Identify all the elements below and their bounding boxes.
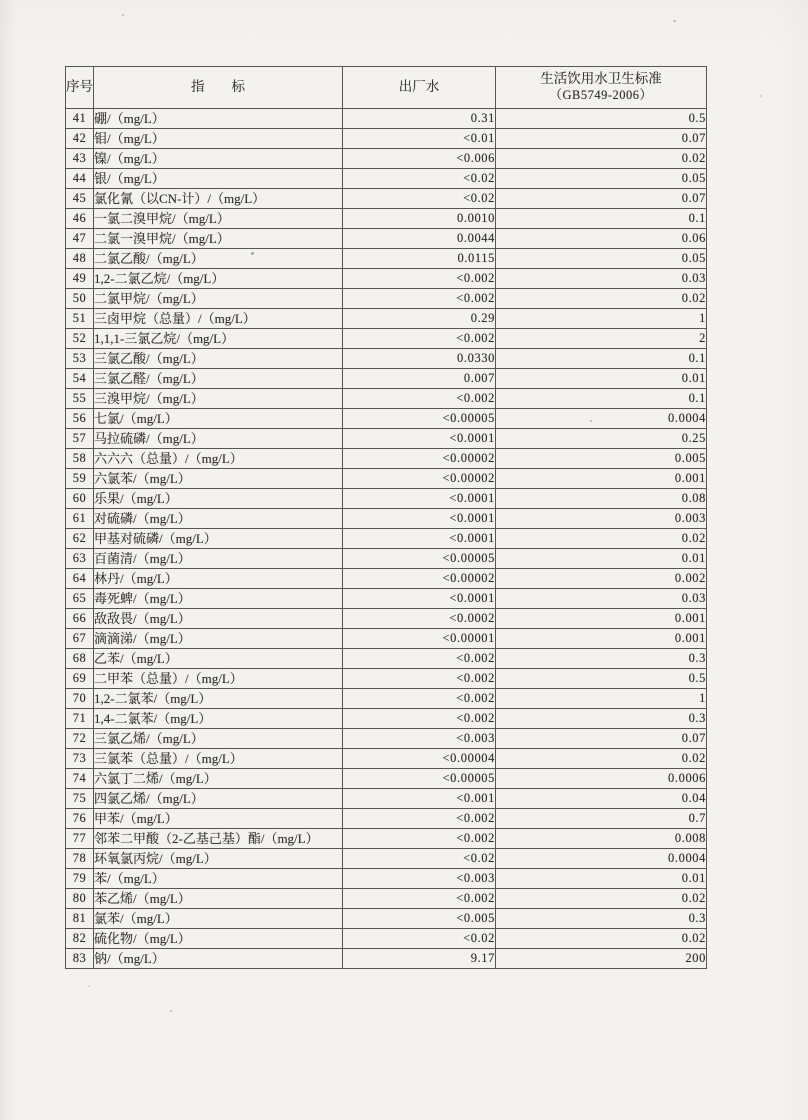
- table-row: [66, 849, 707, 869]
- table-row: [66, 869, 707, 889]
- row-standard-limit: 0.02: [496, 929, 707, 949]
- scan-speck: [590, 420, 592, 422]
- row-serial-number: 67: [66, 629, 94, 649]
- row-indicator: 四氯乙烯/（mg/L）: [94, 789, 343, 809]
- row-finished-water-value: <0.0001: [343, 489, 496, 509]
- table-row: [66, 549, 707, 569]
- row-serial-number: 48: [66, 249, 94, 269]
- row-indicator: 1,2-二氯苯/（mg/L）: [94, 689, 343, 709]
- row-finished-water-value: <0.006: [343, 149, 496, 169]
- row-finished-water-value: 0.31: [343, 109, 496, 129]
- row-serial-number: 72: [66, 729, 94, 749]
- row-serial-number: 83: [66, 949, 94, 969]
- row-indicator: 钼/（mg/L）: [94, 129, 343, 149]
- row-standard-limit: 0.7: [496, 809, 707, 829]
- table-row: [66, 889, 707, 909]
- row-serial-number: 46: [66, 209, 94, 229]
- row-standard-limit: 0.001: [496, 469, 707, 489]
- table-row: [66, 929, 707, 949]
- row-indicator: 对硫磷/（mg/L）: [94, 509, 343, 529]
- row-indicator: 二氯乙酸/（mg/L）: [94, 249, 343, 269]
- row-indicator: 毒死蜱/（mg/L）: [94, 589, 343, 609]
- row-finished-water-value: <0.002: [343, 829, 496, 849]
- row-finished-water-value: <0.002: [343, 289, 496, 309]
- table-row: [66, 249, 707, 269]
- row-standard-limit: 0.0004: [496, 409, 707, 429]
- table-row: [66, 909, 707, 929]
- row-serial-number: 82: [66, 929, 94, 949]
- row-indicator: 马拉硫磷/（mg/L）: [94, 429, 343, 449]
- row-standard-limit: 0.5: [496, 669, 707, 689]
- row-serial-number: 56: [66, 409, 94, 429]
- scan-speck: [673, 20, 676, 22]
- row-standard-limit: 0.01: [496, 869, 707, 889]
- row-indicator: 邻苯二甲酸（2-乙基己基）酯/（mg/L）: [94, 829, 343, 849]
- row-indicator: 银/（mg/L）: [94, 169, 343, 189]
- row-indicator: 林丹/（mg/L）: [94, 569, 343, 589]
- row-standard-limit: 0.03: [496, 269, 707, 289]
- row-finished-water-value: <0.00005: [343, 769, 496, 789]
- row-serial-number: 58: [66, 449, 94, 469]
- row-serial-number: 44: [66, 169, 94, 189]
- row-finished-water-value: <0.00005: [343, 409, 496, 429]
- row-serial-number: 62: [66, 529, 94, 549]
- row-standard-limit: 2: [496, 329, 707, 349]
- table-row: [66, 209, 707, 229]
- row-serial-number: 80: [66, 889, 94, 909]
- row-indicator: 一氯二溴甲烷/（mg/L）: [94, 209, 343, 229]
- scan-speck: [122, 14, 124, 16]
- row-serial-number: 77: [66, 829, 94, 849]
- row-serial-number: 68: [66, 649, 94, 669]
- scan-speck: [251, 252, 254, 255]
- row-serial-number: 75: [66, 789, 94, 809]
- row-serial-number: 70: [66, 689, 94, 709]
- row-indicator: 三氯乙酸/（mg/L）: [94, 349, 343, 369]
- row-finished-water-value: 0.007: [343, 369, 496, 389]
- row-indicator: 敌敌畏/（mg/L）: [94, 609, 343, 629]
- row-indicator: 六氯丁二烯/（mg/L）: [94, 769, 343, 789]
- row-indicator: 滴滴涕/（mg/L）: [94, 629, 343, 649]
- table-row: [66, 649, 707, 669]
- table-row: [66, 289, 707, 309]
- table-row: [66, 129, 707, 149]
- scan-speck: [760, 95, 762, 97]
- header-serial-number: 序号: [66, 67, 94, 109]
- row-standard-limit: 0.3: [496, 649, 707, 669]
- row-standard-limit: 1: [496, 689, 707, 709]
- row-standard-limit: 0.25: [496, 429, 707, 449]
- table-row: [66, 169, 707, 189]
- row-finished-water-value: <0.00005: [343, 549, 496, 569]
- table-row: [66, 629, 707, 649]
- header-standard-title: 生活饮用水卫生标准: [540, 71, 662, 87]
- row-standard-limit: 0.005: [496, 449, 707, 469]
- row-serial-number: 61: [66, 509, 94, 529]
- row-indicator: 硫化物/（mg/L）: [94, 929, 343, 949]
- row-serial-number: 74: [66, 769, 94, 789]
- row-finished-water-value: <0.001: [343, 789, 496, 809]
- row-serial-number: 52: [66, 329, 94, 349]
- table-row: [66, 309, 707, 329]
- row-standard-limit: 0.05: [496, 249, 707, 269]
- row-serial-number: 79: [66, 869, 94, 889]
- row-serial-number: 63: [66, 549, 94, 569]
- table-body: [66, 109, 707, 969]
- row-serial-number: 71: [66, 709, 94, 729]
- row-standard-limit: 0.07: [496, 729, 707, 749]
- table-row: [66, 609, 707, 629]
- row-finished-water-value: <0.02: [343, 849, 496, 869]
- row-serial-number: 45: [66, 189, 94, 209]
- row-standard-limit: 0.01: [496, 369, 707, 389]
- row-standard-limit: 0.02: [496, 529, 707, 549]
- row-indicator: 镍/（mg/L）: [94, 149, 343, 169]
- row-indicator: 三氯乙醛/（mg/L）: [94, 369, 343, 389]
- row-finished-water-value: <0.005: [343, 909, 496, 929]
- table-row: [66, 949, 707, 969]
- header-standard: [496, 67, 707, 109]
- row-serial-number: 47: [66, 229, 94, 249]
- header-finished-water: 出厂水: [343, 67, 496, 109]
- row-serial-number: 41: [66, 109, 94, 129]
- table-header-row: [66, 67, 707, 109]
- row-finished-water-value: <0.00002: [343, 569, 496, 589]
- row-finished-water-value: <0.002: [343, 269, 496, 289]
- row-standard-limit: 0.002: [496, 569, 707, 589]
- table-row: [66, 269, 707, 289]
- row-indicator: 苯乙烯/（mg/L）: [94, 889, 343, 909]
- row-standard-limit: 0.3: [496, 709, 707, 729]
- row-finished-water-value: <0.003: [343, 729, 496, 749]
- row-serial-number: 64: [66, 569, 94, 589]
- row-standard-limit: 0.001: [496, 629, 707, 649]
- header-indicator: 指 标: [94, 67, 343, 109]
- row-serial-number: 69: [66, 669, 94, 689]
- row-finished-water-value: 0.0115: [343, 249, 496, 269]
- row-standard-limit: 0.02: [496, 149, 707, 169]
- table-row: [66, 529, 707, 549]
- row-standard-limit: 0.07: [496, 189, 707, 209]
- table-row: [66, 109, 707, 129]
- row-finished-water-value: <0.0001: [343, 509, 496, 529]
- row-standard-limit: 0.1: [496, 389, 707, 409]
- row-serial-number: 81: [66, 909, 94, 929]
- row-finished-water-value: 0.29: [343, 309, 496, 329]
- row-serial-number: 53: [66, 349, 94, 369]
- row-standard-limit: 200: [496, 949, 707, 969]
- row-finished-water-value: <0.0001: [343, 429, 496, 449]
- row-finished-water-value: <0.00001: [343, 629, 496, 649]
- table-row: [66, 409, 707, 429]
- row-indicator: 钠/（mg/L）: [94, 949, 343, 969]
- row-finished-water-value: <0.003: [343, 869, 496, 889]
- table-row: [66, 829, 707, 849]
- row-standard-limit: 0.02: [496, 289, 707, 309]
- table-row: [66, 149, 707, 169]
- row-standard-limit: 0.001: [496, 609, 707, 629]
- row-finished-water-value: <0.00002: [343, 449, 496, 469]
- row-standard-limit: 0.0006: [496, 769, 707, 789]
- table-row: [66, 709, 707, 729]
- row-indicator: 二甲苯（总量）/（mg/L）: [94, 669, 343, 689]
- row-standard-limit: 1: [496, 309, 707, 329]
- row-indicator: 三溴甲烷/（mg/L）: [94, 389, 343, 409]
- row-serial-number: 76: [66, 809, 94, 829]
- table-row: [66, 389, 707, 409]
- row-standard-limit: 0.02: [496, 749, 707, 769]
- row-serial-number: 66: [66, 609, 94, 629]
- row-serial-number: 51: [66, 309, 94, 329]
- row-indicator: 七氯/（mg/L）: [94, 409, 343, 429]
- row-finished-water-value: <0.00002: [343, 469, 496, 489]
- row-indicator: 六六六（总量）/（mg/L）: [94, 449, 343, 469]
- row-indicator: 环氧氯丙烷/（mg/L）: [94, 849, 343, 869]
- row-indicator: 1,2-二氯乙烷/（mg/L）: [94, 269, 343, 289]
- row-serial-number: 78: [66, 849, 94, 869]
- row-indicator: 乙苯/（mg/L）: [94, 649, 343, 669]
- table-row: [66, 769, 707, 789]
- row-standard-limit: 0.07: [496, 129, 707, 149]
- row-indicator: 百菌清/（mg/L）: [94, 549, 343, 569]
- table-row: [66, 449, 707, 469]
- table-row: [66, 429, 707, 449]
- row-indicator: 硼/（mg/L）: [94, 109, 343, 129]
- row-serial-number: 49: [66, 269, 94, 289]
- row-indicator: 三卤甲烷（总量）/（mg/L）: [94, 309, 343, 329]
- row-finished-water-value: <0.02: [343, 189, 496, 209]
- row-serial-number: 42: [66, 129, 94, 149]
- row-standard-limit: 0.3: [496, 909, 707, 929]
- row-standard-limit: 0.04: [496, 789, 707, 809]
- row-finished-water-value: <0.002: [343, 649, 496, 669]
- table-row: [66, 369, 707, 389]
- row-serial-number: 57: [66, 429, 94, 449]
- row-indicator: 苯/（mg/L）: [94, 869, 343, 889]
- row-finished-water-value: <0.00004: [343, 749, 496, 769]
- row-standard-limit: 0.08: [496, 489, 707, 509]
- header-standard-code: （GB5749-2006）: [549, 88, 653, 103]
- table-row: [66, 469, 707, 489]
- row-standard-limit: 0.06: [496, 229, 707, 249]
- table-row: [66, 589, 707, 609]
- row-finished-water-value: <0.002: [343, 809, 496, 829]
- row-finished-water-value: <0.0002: [343, 609, 496, 629]
- row-indicator: 氯化氰（以CN-计）/（mg/L）: [94, 189, 343, 209]
- row-finished-water-value: 9.17: [343, 949, 496, 969]
- row-standard-limit: 0.03: [496, 589, 707, 609]
- scan-speck: [88, 985, 90, 987]
- row-serial-number: 65: [66, 589, 94, 609]
- row-serial-number: 73: [66, 749, 94, 769]
- row-indicator: 六氯苯/（mg/L）: [94, 469, 343, 489]
- table-row: [66, 189, 707, 209]
- row-indicator: 氯苯/（mg/L）: [94, 909, 343, 929]
- row-finished-water-value: 0.0044: [343, 229, 496, 249]
- row-finished-water-value: <0.02: [343, 929, 496, 949]
- row-finished-water-value: <0.002: [343, 389, 496, 409]
- row-serial-number: 50: [66, 289, 94, 309]
- row-finished-water-value: <0.002: [343, 329, 496, 349]
- row-finished-water-value: 0.0330: [343, 349, 496, 369]
- table-row: [66, 749, 707, 769]
- row-serial-number: 60: [66, 489, 94, 509]
- row-serial-number: 43: [66, 149, 94, 169]
- table-row: [66, 569, 707, 589]
- table-row: [66, 489, 707, 509]
- table-row: [66, 329, 707, 349]
- row-finished-water-value: <0.002: [343, 669, 496, 689]
- row-finished-water-value: <0.002: [343, 689, 496, 709]
- row-indicator: 甲苯/（mg/L）: [94, 809, 343, 829]
- row-standard-limit: 0.003: [496, 509, 707, 529]
- row-standard-limit: 0.02: [496, 889, 707, 909]
- row-standard-limit: 0.01: [496, 549, 707, 569]
- row-indicator: 1,4-二氯苯/（mg/L）: [94, 709, 343, 729]
- row-finished-water-value: <0.002: [343, 889, 496, 909]
- row-indicator: 三氯乙烯/（mg/L）: [94, 729, 343, 749]
- row-standard-limit: 0.1: [496, 349, 707, 369]
- row-finished-water-value: <0.02: [343, 169, 496, 189]
- row-standard-limit: 0.1: [496, 209, 707, 229]
- row-standard-limit: 0.0004: [496, 849, 707, 869]
- row-finished-water-value: <0.01: [343, 129, 496, 149]
- row-finished-water-value: 0.0010: [343, 209, 496, 229]
- row-finished-water-value: <0.0001: [343, 529, 496, 549]
- row-indicator: 1,1,1-三氯乙烷/（mg/L）: [94, 329, 343, 349]
- scan-speck: [170, 1010, 172, 1012]
- table-row: [66, 349, 707, 369]
- table-row: [66, 729, 707, 749]
- row-indicator: 乐果/（mg/L）: [94, 489, 343, 509]
- row-serial-number: 54: [66, 369, 94, 389]
- row-indicator: 甲基对硫磷/（mg/L）: [94, 529, 343, 549]
- table-row: [66, 229, 707, 249]
- row-indicator: 二氯甲烷/（mg/L）: [94, 289, 343, 309]
- table-row: [66, 809, 707, 829]
- table-row: [66, 509, 707, 529]
- table-row: [66, 669, 707, 689]
- row-finished-water-value: <0.0001: [343, 589, 496, 609]
- row-indicator: 二氯一溴甲烷/（mg/L）: [94, 229, 343, 249]
- row-indicator: 三氯苯（总量）/（mg/L）: [94, 749, 343, 769]
- row-serial-number: 59: [66, 469, 94, 489]
- row-standard-limit: 0.008: [496, 829, 707, 849]
- row-standard-limit: 0.05: [496, 169, 707, 189]
- table-row: [66, 689, 707, 709]
- row-standard-limit: 0.5: [496, 109, 707, 129]
- row-finished-water-value: <0.002: [343, 709, 496, 729]
- row-serial-number: 55: [66, 389, 94, 409]
- table-row: [66, 789, 707, 809]
- water-quality-table: [65, 66, 707, 969]
